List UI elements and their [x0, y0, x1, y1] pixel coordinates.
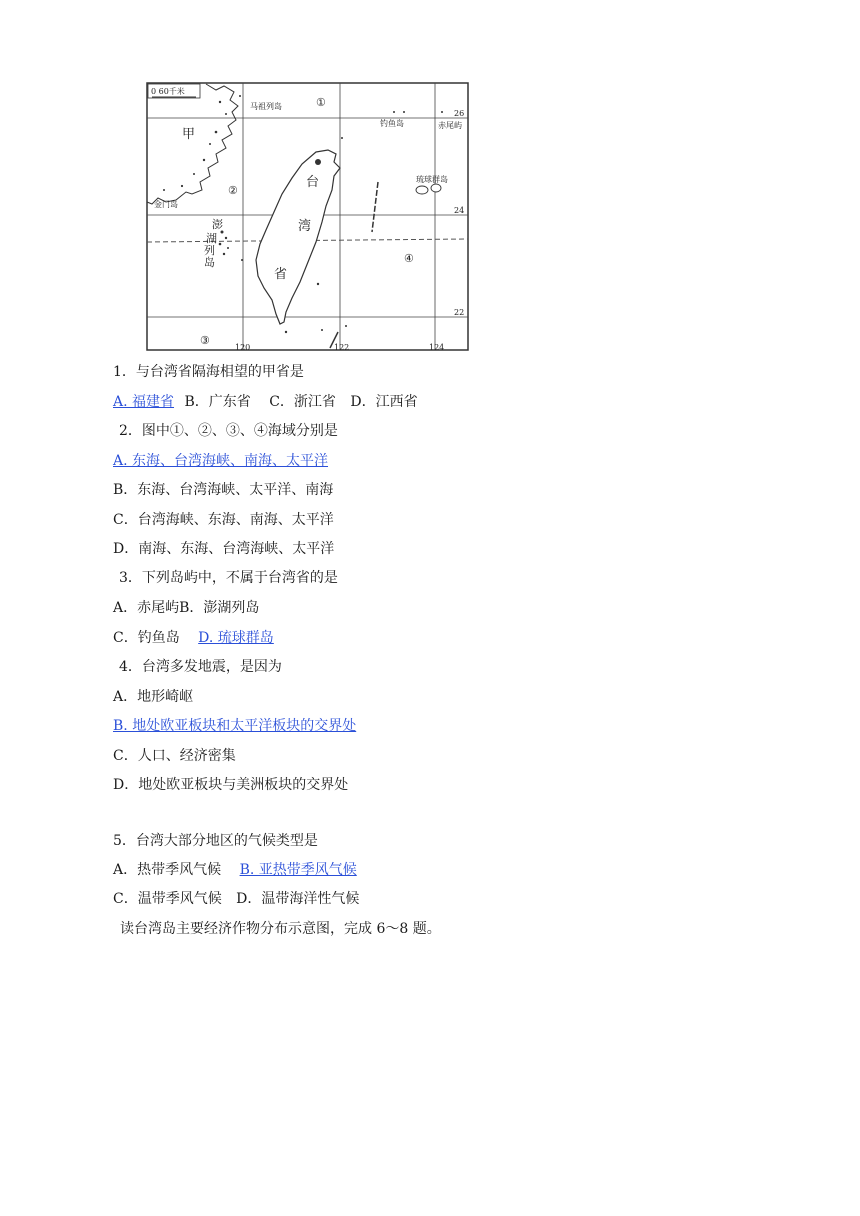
lon-tick-124: 124	[429, 343, 445, 352]
q5-option-a: A．热带季风气候	[113, 862, 222, 878]
sea-marker-2: ②	[228, 184, 238, 197]
q5-options-row-1	[113, 861, 357, 879]
lat-tick-26: 26	[454, 109, 465, 118]
question-1-options	[113, 393, 418, 411]
question-5-stem: 5．台湾大部分地区的气候类型是	[113, 833, 318, 849]
q5-option-d: D．温带海洋性气候	[236, 891, 360, 907]
q2-option-c: C．台湾海峡、东海、南海、太平洋	[113, 512, 334, 528]
scale-label: 0 60千米	[151, 87, 185, 96]
q1-option-b: B．广东省	[184, 394, 251, 410]
q4-option-d: D．地处欧亚板块与美洲板块的交界处	[113, 777, 349, 793]
label-lie: 列	[204, 244, 215, 257]
sea-marker-3: ③	[200, 334, 210, 347]
taipei-dot	[315, 159, 321, 165]
next-section-intro: 读台湾岛主要经济作物分布示意图，完成 6～8 题。	[120, 921, 441, 937]
lon-tick-120: 120	[235, 343, 251, 352]
q5-options-row-2	[113, 890, 359, 908]
q3-options-row-1	[113, 599, 259, 617]
q2-option-d: D．南海、东海、台湾海峡、太平洋	[113, 541, 335, 557]
q1-option-d: D．江西省	[350, 394, 418, 410]
label-diaoyu: 钓鱼岛	[380, 119, 404, 128]
q4-option-b[interactable]: B. 地处欧亚板块和太平洋板块的交界处	[113, 718, 357, 734]
lon-tick-122: 122	[334, 343, 350, 352]
lat-tick-24: 24	[454, 206, 465, 215]
q2-option-a[interactable]: A. 东海、台湾海峡、南海、太平洋	[113, 453, 329, 469]
q3-option-c: C．钓鱼岛	[113, 630, 180, 646]
label-peng: 澎	[212, 218, 223, 231]
label-jia: 甲	[182, 127, 196, 142]
label-liuqiu: 琉球群岛	[416, 175, 448, 184]
q3-option-a: A．赤尾屿	[113, 600, 180, 616]
label-dao: 岛	[204, 256, 215, 269]
label-chiwei: 赤尾屿	[438, 121, 462, 130]
taiwan-map-figure	[146, 82, 470, 352]
lat-tick-22: 22	[454, 308, 465, 317]
sea-marker-1: ①	[316, 96, 326, 109]
q5-option-c: C．温带季风气候	[113, 891, 222, 907]
q3-option-b: B．澎湖列岛	[179, 600, 260, 616]
sea-marker-4: ④	[404, 252, 414, 265]
q4-option-a: A．地形崎岖	[113, 689, 194, 705]
q2-option-b: B．东海、台湾海峡、太平洋、南海	[113, 482, 334, 498]
q1-option-a[interactable]: A. 福建省	[113, 394, 175, 410]
label-sheng: 省	[274, 267, 288, 282]
question-3-stem: 3．下列岛屿中，不属于台湾省的是	[119, 570, 338, 586]
label-mazu: 马祖列岛	[250, 102, 282, 111]
q3-option-d[interactable]: D. 琉球群岛	[198, 630, 274, 646]
q5-option-b[interactable]: B. 亚热带季风气候	[239, 862, 357, 878]
scale-bar	[148, 84, 200, 98]
label-jinmen: 金门岛	[154, 200, 178, 209]
label-tai: 台	[306, 175, 320, 190]
question-4-stem: 4．台湾多发地震，是因为	[119, 659, 282, 675]
label-hu: 湖	[206, 232, 217, 245]
q4-option-c: C．人口、经济密集	[113, 748, 236, 764]
question-2-stem: 2．图中①、②、③、④海域分别是	[119, 423, 338, 439]
question-1-stem: 1．与台湾省隔海相望的甲省是	[113, 364, 304, 380]
q3-options-row-2	[113, 629, 274, 647]
q1-option-c: C．浙江省	[269, 394, 336, 410]
label-wan: 湾	[298, 219, 312, 234]
